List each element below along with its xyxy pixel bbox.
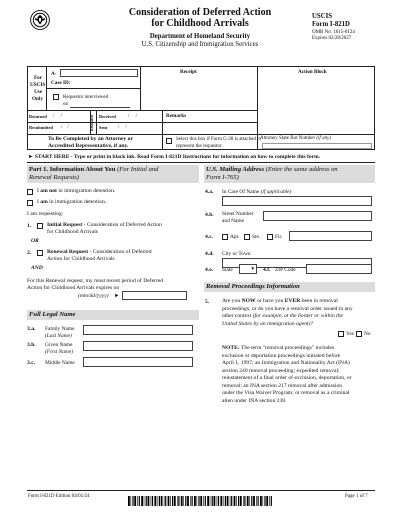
remarks-label: Remarks (166, 113, 187, 119)
given-name-note: (First Name) (45, 349, 73, 355)
sent-label: Sent (99, 125, 108, 130)
renewal-request-checkbox[interactable] (37, 250, 43, 256)
unit-number: 4.c. (205, 234, 214, 240)
g28-attached-checkbox[interactable] (166, 138, 172, 144)
family-name-number: 3.a. (27, 326, 36, 332)
renewal-request-number: 2. (27, 250, 32, 256)
given-name-label: Given Name (45, 342, 73, 348)
removal-question-line4: United States by an immigration agent)? (222, 320, 314, 327)
given-name-number: 3.b. (27, 342, 36, 348)
initial-request-checkbox[interactable] (37, 223, 43, 229)
removal-note-line3: April 1, 1997; an Immigration and Nationality Act (INA) (222, 360, 350, 366)
middle-name-field[interactable] (83, 357, 193, 367)
resubmitted-date-slashes: / / (61, 125, 69, 130)
removal-question-line2: proceedings, or do you have a removal order issued in any (222, 305, 353, 312)
apt-label: Apt. (230, 234, 240, 240)
footer-page-number: Page 1 of 7 (345, 494, 368, 499)
expiration-text-line1: For this Renewal request, my most recent period of Deferred (27, 278, 164, 284)
removal-note-line5: reinstatement of a final order of exclusion, deportation, or (222, 375, 352, 381)
part1-title-note: Renewal Requests) (29, 174, 79, 181)
expiration-date-field[interactable] (122, 291, 187, 300)
flr-label: Flr. (275, 234, 283, 240)
mailing-title: U.S. Mailing Address (Enter the same address on (206, 166, 338, 173)
form-title-line1: Consideration of Deferred Action (128, 7, 272, 18)
g28-label-line1: Select this box if Form G-28 is attached to (176, 137, 261, 142)
for-uscis-use-label-2: USCIS (30, 82, 46, 88)
removal-title: Removal Proceedings Information (206, 283, 300, 290)
ste-checkbox[interactable] (244, 234, 250, 240)
returned-date-slashes: / / (53, 114, 63, 119)
removal-note-line8: alien under INA section 238. (222, 397, 287, 404)
state-select[interactable] (239, 264, 257, 274)
city-label: City or Town (222, 251, 251, 257)
street-number: 4.b. (205, 212, 214, 218)
sent-date-slashes: / / (118, 125, 128, 130)
arrow-icon: ► (114, 293, 120, 299)
removal-note-line4: section 240 removal proceeding; expedited removal; (222, 367, 340, 374)
form-agency: USCIS (312, 13, 333, 20)
removal-note-line2: exclusion or deportation proceedings initiated before (222, 352, 341, 359)
in-detention-checkbox[interactable] (27, 200, 33, 206)
renewal-request-label: Renewal Request - Consideration of Deferred (47, 249, 152, 255)
a-number-prefix: A- (51, 71, 57, 77)
resubmitted-label: Resubmitted (29, 125, 53, 130)
care-of-number: 4.a. (205, 189, 214, 195)
g28-label-line2: represent the requestor. (176, 143, 223, 149)
ste-label: Ste. (252, 234, 261, 240)
for-uscis-use-label: For (34, 75, 43, 81)
flr-checkbox[interactable] (267, 234, 273, 240)
legal-name-title: Full Legal Name (29, 311, 76, 318)
middle-name-number: 3.c. (27, 360, 36, 366)
removal-yes-checkbox[interactable] (338, 331, 344, 337)
expiration-date-format: (mm/dd/yyyy) (78, 293, 109, 299)
omb-number: OMB No. 1615-0124 (312, 30, 355, 35)
removal-no-label: No (364, 331, 371, 337)
or-label: OR (31, 238, 39, 244)
street-field[interactable] (263, 211, 372, 221)
removal-note-line7: under the Visa Waiver Program; or removal as a criminal (222, 390, 350, 396)
street-label: Street Number (222, 211, 254, 217)
interviewed-on-label: on (63, 102, 68, 107)
initial-request-label-line2: for Childhood Arrivals (47, 229, 98, 235)
relocated-label: Relocated (90, 114, 94, 131)
street-label-line2: and Name (222, 218, 245, 224)
attorney-label-line1: To Be Completed by an Attorney or (48, 136, 133, 142)
action-block-label: Action Block (298, 69, 327, 75)
attorney-bar-number-label: Attorney State Bar Number (if any) (260, 136, 331, 141)
barcode-icon (128, 493, 272, 503)
received-label: Received (99, 114, 116, 119)
requestor-interviewed-checkbox[interactable] (53, 94, 59, 100)
zip-label: ZIP Code (275, 267, 296, 273)
removal-question-number: 5. (205, 299, 210, 305)
requesting-label: I am requesting: (27, 211, 64, 217)
family-name-field[interactable] (83, 325, 193, 335)
case-id-label: Case ID: (51, 80, 71, 86)
a-number-field[interactable] (60, 69, 138, 77)
part1-title: Part 1. Information About You (For Initial and (29, 166, 159, 173)
in-detention-label: I am in immigration detention. (37, 199, 107, 205)
attorney-label-line2: Accredited Representative, if any. (48, 143, 129, 149)
received-date-slashes: / / (128, 114, 138, 119)
removal-note-line1: NOTE: The term "removal proceedings" includes (222, 345, 335, 351)
footer-edition: Form I-821D Edition 04/01/24 (28, 494, 90, 499)
middle-name-label: Middle Name (45, 360, 75, 366)
family-name-note: (Last Name) (45, 333, 72, 339)
removal-question-line1: Are you NOW or have you EVER been in removal (222, 298, 338, 304)
for-uscis-use-label-4: Only (32, 96, 43, 102)
form-number: Form I-821D (312, 21, 350, 28)
attorney-bar-number-field[interactable] (262, 143, 372, 149)
start-here-instructions: ► START HERE - Type or print in black ink. Read Form I-821D Instructions for information on how to complete this form. (28, 154, 321, 160)
city-number: 4.d. (205, 251, 214, 257)
initial-request-number: 1. (27, 223, 32, 229)
removal-no-checkbox[interactable] (356, 331, 362, 337)
state-number: 4.e. (205, 267, 214, 273)
not-in-detention-label: I am not in immigration detention. (37, 188, 116, 194)
expiration-text-line2: Action for Childhood Arrivals expires on (27, 285, 120, 291)
care-of-field[interactable] (222, 196, 372, 206)
zip-field[interactable] (306, 264, 372, 274)
requestor-interviewed-label: Requestor interviewed (63, 95, 109, 100)
mailing-title-note: Form I-765) (206, 174, 239, 181)
state-label: State (222, 267, 233, 273)
zip-number: 4.f. (263, 267, 271, 273)
given-name-field[interactable] (83, 341, 193, 351)
family-name-label: Family Name (45, 326, 75, 332)
chevron-down-icon: ▼ (250, 266, 255, 271)
form-expiration: Expires 02/28/2027 (312, 36, 352, 41)
receipt-label: Receipt (180, 69, 197, 75)
removal-note-line6: removal; an INA section 217 removal after admission (222, 382, 343, 389)
and-label: AND (31, 265, 43, 271)
care-of-label: In Care Of Name (if applicable) (222, 189, 292, 195)
initial-request-label: Initial Request - Consideration of Deferred Action (47, 222, 162, 228)
removal-question-line3: other context (for example, at the border or within the (222, 313, 343, 319)
department-name: Department of Homeland Security (149, 33, 251, 40)
agency-name: U.S. Citizenship and Immigration Services (141, 41, 259, 48)
renewal-request-label-line2: Action for Childhood Arrivals (47, 256, 115, 262)
unit-field[interactable] (289, 231, 372, 241)
returned-label: Returned (29, 114, 47, 119)
form-title-line2: for Childhood Arrivals (151, 18, 249, 29)
apt-checkbox[interactable] (222, 234, 228, 240)
not-in-detention-checkbox[interactable] (27, 189, 33, 195)
removal-yes-label: Yes (346, 331, 354, 337)
for-uscis-use-label-3: Use (34, 89, 43, 95)
